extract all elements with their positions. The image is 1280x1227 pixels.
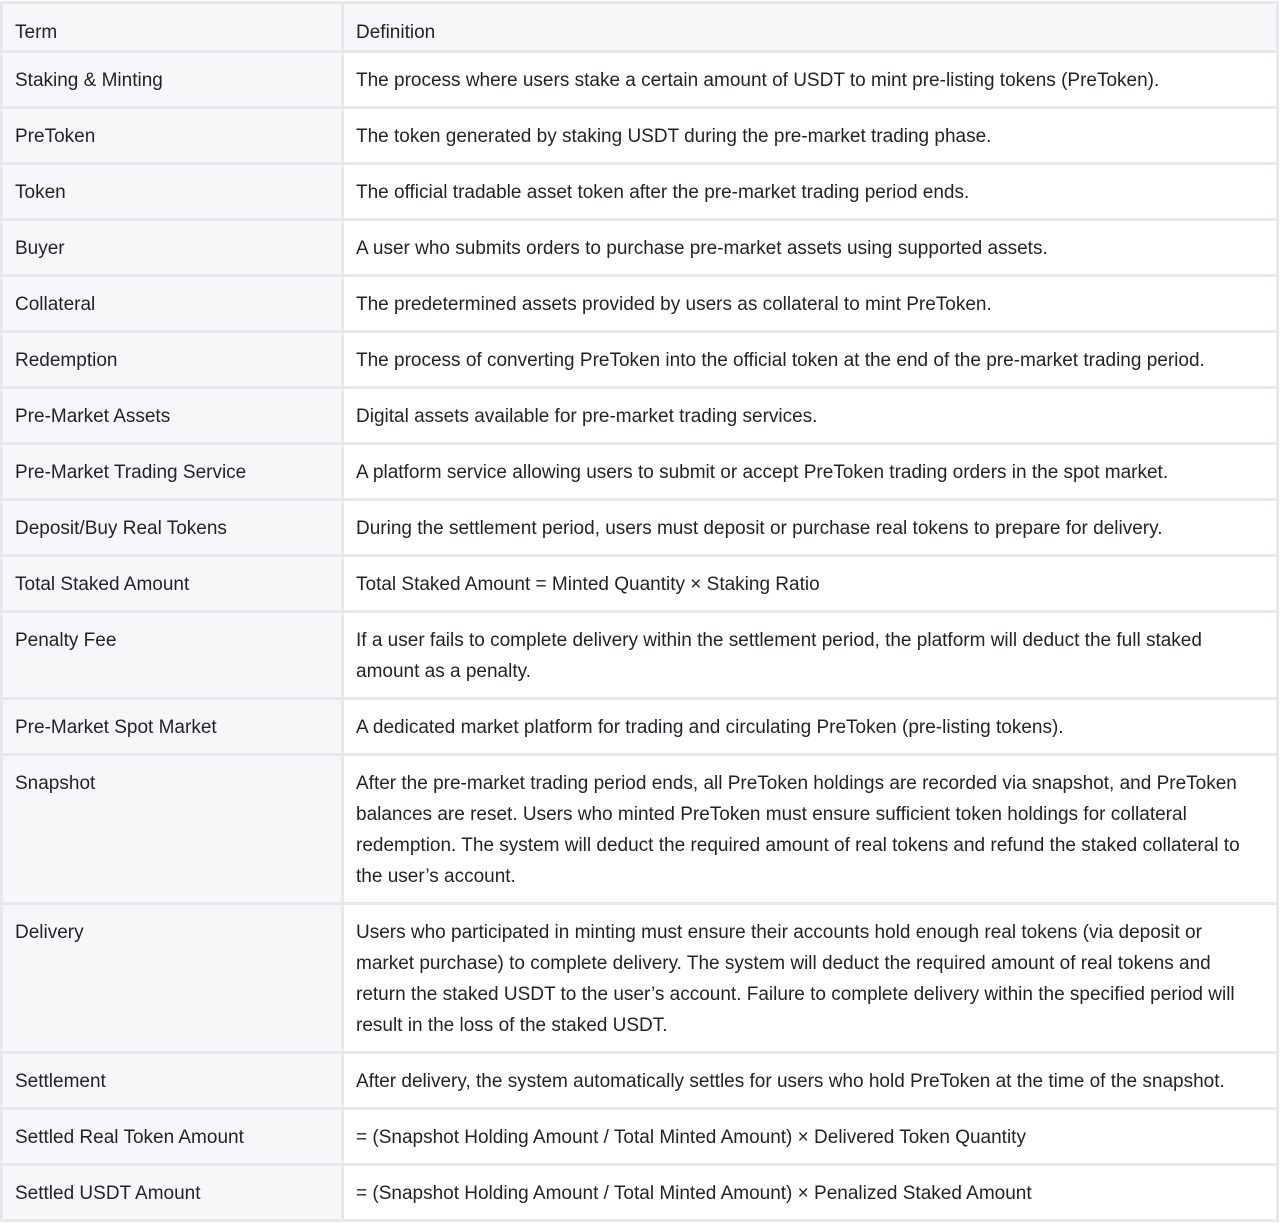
table-row <box>2 276 1278 332</box>
table-row <box>2 108 1278 164</box>
term-cell: Delivery <box>2 904 343 1053</box>
column-header-definition: Definition <box>343 3 1278 52</box>
term-cell: Pre-Market Trading Service <box>2 444 343 500</box>
definition-cell: During the settlement period, users must deposit or purchase real tokens to prepare for delivery. <box>343 500 1278 556</box>
term-cell: Redemption <box>2 332 343 388</box>
table-row <box>2 699 1278 755</box>
table-row <box>2 904 1278 1053</box>
table-body <box>2 52 1278 1221</box>
header-row <box>2 3 1278 52</box>
definition-cell: After the pre-market trading period ends, all PreToken holdings are recorded via snapshot, and PreToken balances are reset. Users who minted PreToken must ensure sufficient token holdings for collateral redemption. The system will deduct the required amount of real tokens and refund the staked collateral to the user’s account. <box>343 755 1278 904</box>
term-cell: Penalty Fee <box>2 612 343 699</box>
table-row <box>2 444 1278 500</box>
definition-cell: = (Snapshot Holding Amount / Total Minted Amount) × Delivered Token Quantity <box>343 1109 1278 1165</box>
term-cell: Snapshot <box>2 755 343 904</box>
definition-cell: Users who participated in minting must ensure their accounts hold enough real tokens (via deposit or market purchase) to complete delivery. The system will deduct the required amount of real tokens and return the staked USDT to the user’s account. Failure to complete delivery within the specified period will result in the loss of the staked USDT. <box>343 904 1278 1053</box>
definition-cell: The predetermined assets provided by users as collateral to mint PreToken. <box>343 276 1278 332</box>
definition-cell: The token generated by staking USDT during the pre-market trading phase. <box>343 108 1278 164</box>
term-cell: Staking & Minting <box>2 52 343 108</box>
definition-cell: After delivery, the system automatically settles for users who hold PreToken at the time of the snapshot. <box>343 1053 1278 1109</box>
table-row <box>2 52 1278 108</box>
definition-cell: = (Snapshot Holding Amount / Total Minted Amount) × Penalized Staked Amount <box>343 1165 1278 1221</box>
definition-cell: The official tradable asset token after the pre-market trading period ends. <box>343 164 1278 220</box>
definition-cell: A user who submits orders to purchase pre-market assets using supported assets. <box>343 220 1278 276</box>
table-row <box>2 220 1278 276</box>
table-header <box>2 3 1278 52</box>
definition-cell: A platform service allowing users to submit or accept PreToken trading orders in the spot market. <box>343 444 1278 500</box>
term-cell: Total Staked Amount <box>2 556 343 612</box>
table-row <box>2 1109 1278 1165</box>
table-row <box>2 332 1278 388</box>
definition-cell: The process of converting PreToken into the official token at the end of the pre-market trading period. <box>343 332 1278 388</box>
table-row <box>2 1053 1278 1109</box>
term-cell: Pre-Market Assets <box>2 388 343 444</box>
term-cell: Pre-Market Spot Market <box>2 699 343 755</box>
definition-cell: The process where users stake a certain amount of USDT to mint pre-listing tokens (PreToken). <box>343 52 1278 108</box>
definition-cell: Total Staked Amount = Minted Quantity × Staking Ratio <box>343 556 1278 612</box>
definition-cell: A dedicated market platform for trading and circulating PreToken (pre-listing tokens). <box>343 699 1278 755</box>
term-cell: PreToken <box>2 108 343 164</box>
term-cell: Deposit/Buy Real Tokens <box>2 500 343 556</box>
glossary-table <box>0 1 1279 1222</box>
term-cell: Settled Real Token Amount <box>2 1109 343 1165</box>
term-cell: Token <box>2 164 343 220</box>
table-row <box>2 556 1278 612</box>
table-row <box>2 612 1278 699</box>
table-row <box>2 755 1278 904</box>
table-row <box>2 500 1278 556</box>
column-header-term: Term <box>2 3 343 52</box>
term-cell: Buyer <box>2 220 343 276</box>
term-cell: Settlement <box>2 1053 343 1109</box>
term-cell: Settled USDT Amount <box>2 1165 343 1221</box>
table-row <box>2 164 1278 220</box>
table-row <box>2 1165 1278 1221</box>
table-row <box>2 388 1278 444</box>
definition-cell: If a user fails to complete delivery within the settlement period, the platform will deduct the full staked amount as a penalty. <box>343 612 1278 699</box>
definition-cell: Digital assets available for pre-market trading services. <box>343 388 1278 444</box>
term-cell: Collateral <box>2 276 343 332</box>
